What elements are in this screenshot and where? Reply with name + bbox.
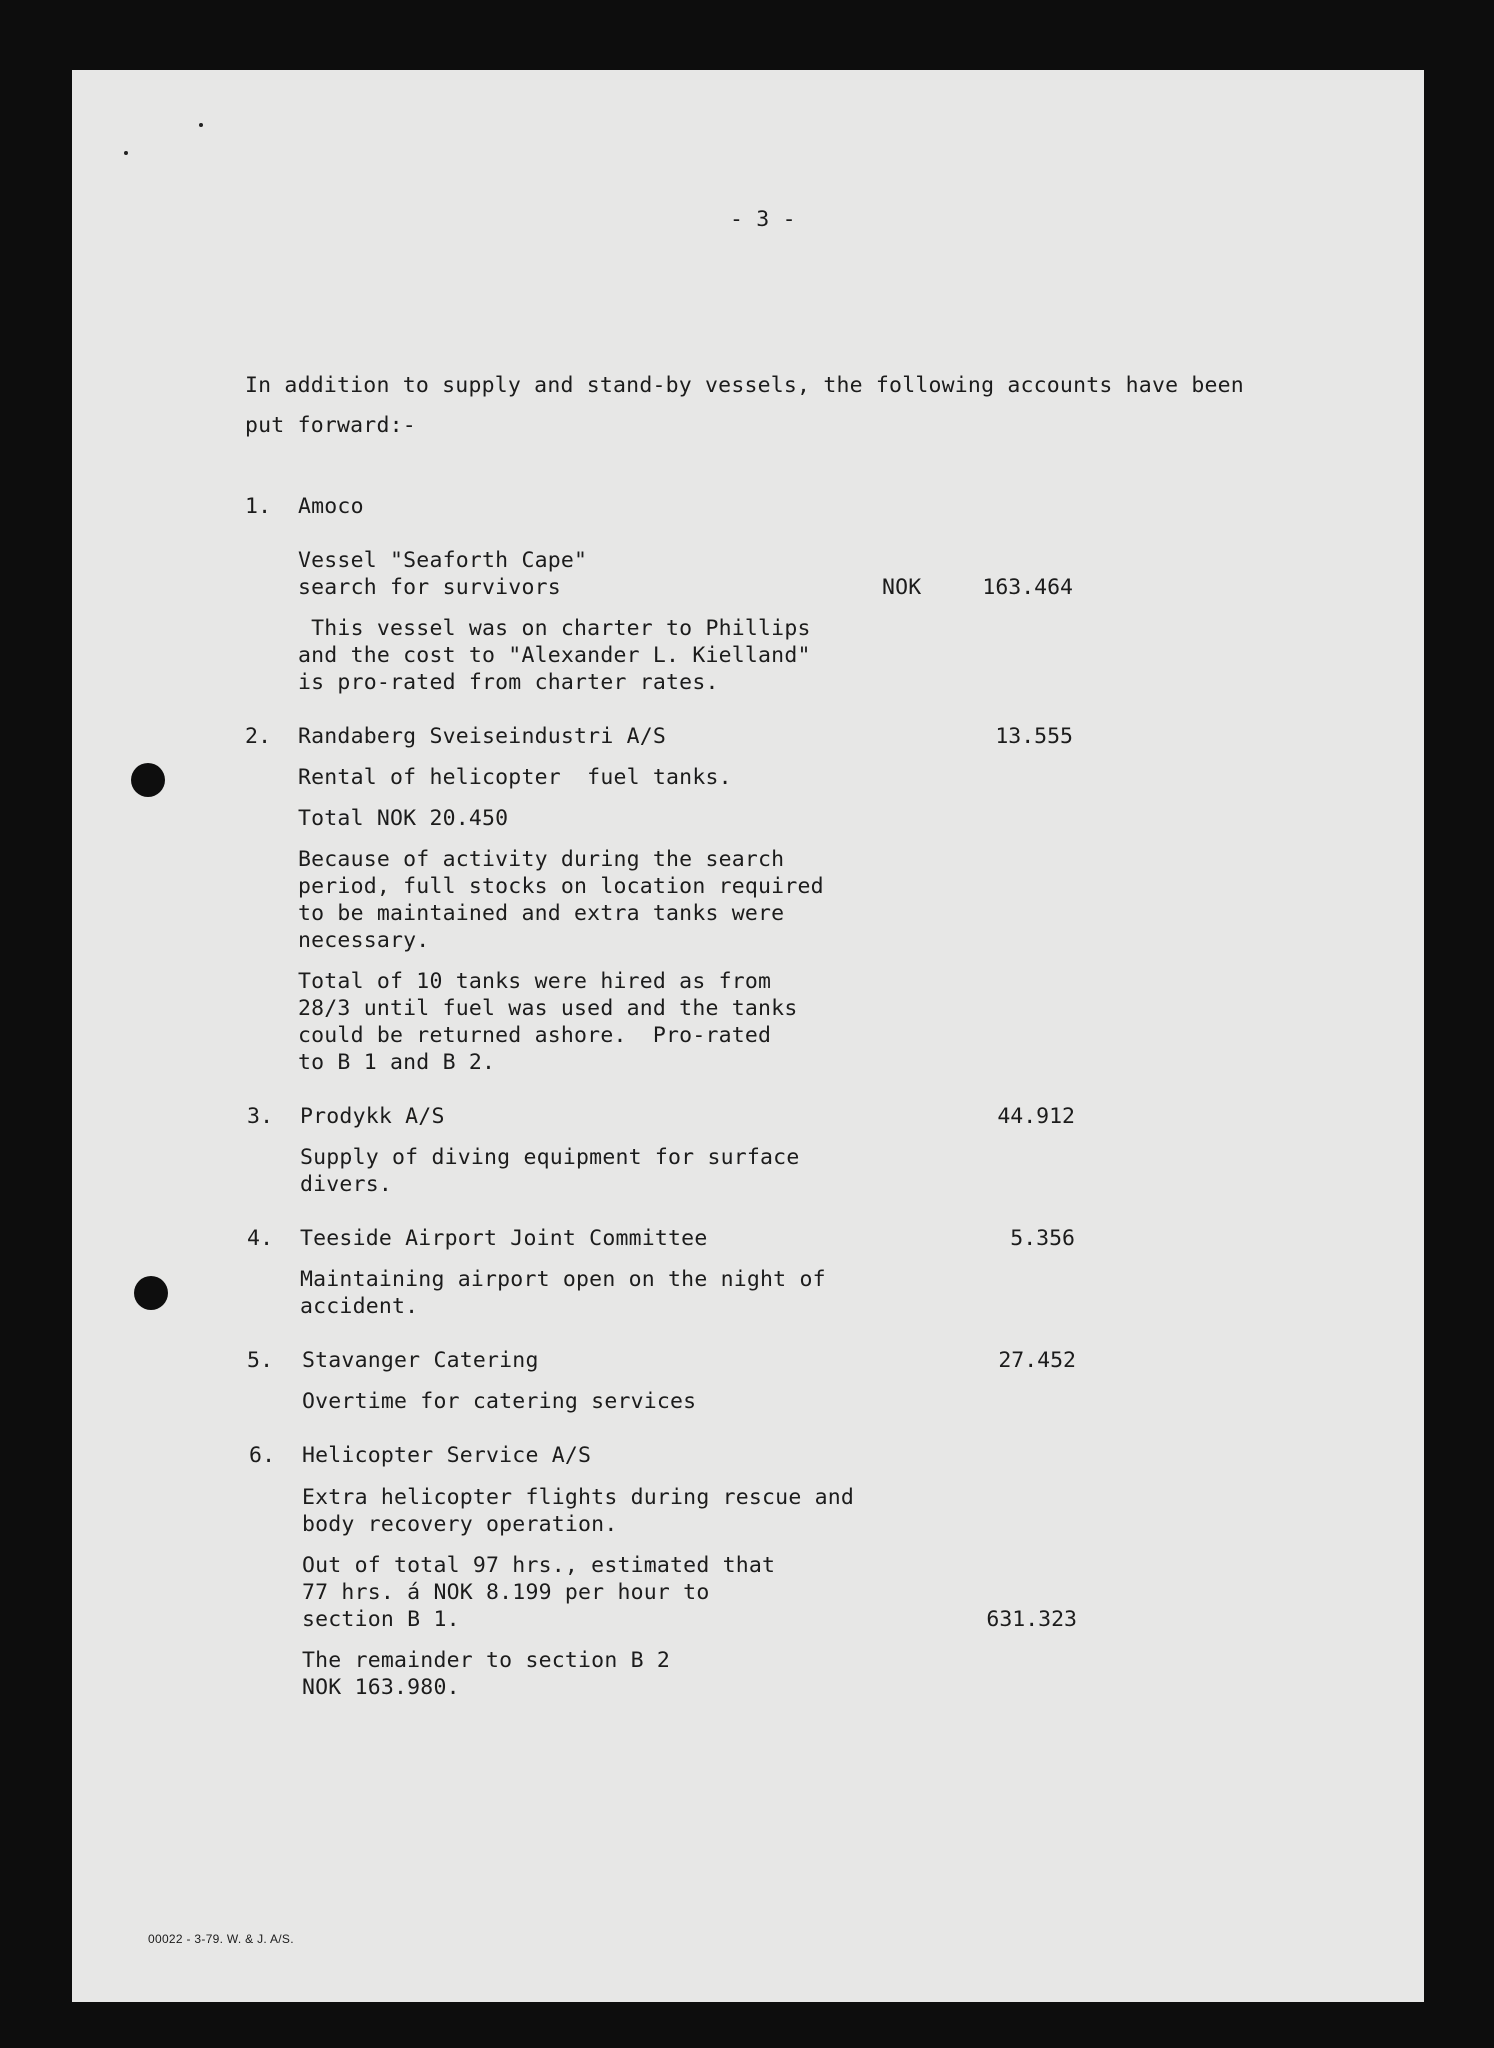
speck-mark xyxy=(199,123,203,127)
item-description-line: and the cost to "Alexander L. Kielland" xyxy=(298,643,811,668)
item-description-line: This vessel was on charter to Phillips xyxy=(298,616,811,641)
item-title: Randaberg Sveiseindustri A/S xyxy=(298,724,667,749)
item-title: Prodykk A/S xyxy=(300,1104,445,1129)
page-number: - 3 - xyxy=(730,207,796,232)
item-number: 2. xyxy=(245,724,272,749)
item-description-line: divers. xyxy=(300,1172,393,1197)
item-description-line: Total NOK 20.450 xyxy=(298,806,509,831)
item-number: 3. xyxy=(247,1104,274,1129)
item-title: Amoco xyxy=(298,494,364,519)
item-description-line: 77 hrs. á NOK 8.199 per hour to xyxy=(302,1580,710,1605)
item-amount: 163.464 xyxy=(982,575,1073,600)
item-description-line: The remainder to section B 2 xyxy=(302,1648,671,1673)
item-description-line: Extra helicopter flights during rescue and xyxy=(302,1485,855,1510)
item-amount: 27.452 xyxy=(998,1348,1076,1373)
item-title: Teeside Airport Joint Committee xyxy=(300,1226,708,1251)
item-currency: NOK xyxy=(882,575,922,600)
intro-line-2: put forward:- xyxy=(245,413,416,438)
item-description-line: Total of 10 tanks were hired as from xyxy=(298,969,772,994)
item-description-line: to be maintained and extra tanks were xyxy=(298,901,785,926)
item-description-line: body recovery operation. xyxy=(302,1512,618,1537)
punch-hole-bottom xyxy=(134,1276,168,1310)
item-description-line: Vessel "Seaforth Cape" xyxy=(298,548,588,573)
item-description-line: section B 1. xyxy=(302,1607,460,1632)
item-amount: 13.555 xyxy=(995,724,1073,749)
item-description-line: Rental of helicopter fuel tanks. xyxy=(298,765,732,790)
item-description-line: Because of activity during the search xyxy=(298,847,785,872)
item-description-line: Supply of diving equipment for surface xyxy=(300,1145,800,1170)
item-amount: 631.323 xyxy=(986,1607,1077,1632)
item-title: Stavanger Catering xyxy=(302,1348,539,1373)
item-description-line: to B 1 and B 2. xyxy=(298,1050,496,1075)
item-description-line: NOK 163.980. xyxy=(302,1675,460,1700)
item-description-line: necessary. xyxy=(298,928,430,953)
item-description-line: Maintaining airport open on the night of xyxy=(300,1267,826,1292)
print-code-footer: 00022 - 3-79. W. & J. A/S. xyxy=(148,1932,294,1946)
item-description-line: Out of total 97 hrs., estimated that xyxy=(302,1553,776,1578)
item-amount: 5.356 xyxy=(1010,1226,1075,1251)
punch-hole-top xyxy=(131,763,165,797)
item-number: 4. xyxy=(247,1226,274,1251)
item-description-line: Overtime for catering services xyxy=(302,1389,697,1414)
item-number: 1. xyxy=(245,494,272,519)
item-amount: 44.912 xyxy=(997,1104,1075,1129)
item-description-line: 28/3 until fuel was used and the tanks xyxy=(298,996,798,1021)
intro-line-1: In addition to supply and stand-by vessels, the following accounts have been xyxy=(245,373,1244,398)
item-number: 5. xyxy=(247,1348,274,1373)
item-description-line: accident. xyxy=(300,1294,419,1319)
item-description-line: could be returned ashore. Pro-rated xyxy=(298,1023,772,1048)
speck-mark xyxy=(124,151,128,155)
item-description-line: period, full stocks on location required xyxy=(298,874,824,899)
item-description-line: is pro-rated from charter rates. xyxy=(298,670,719,695)
item-description-line: search for survivors xyxy=(298,575,561,600)
item-number: 6. xyxy=(249,1443,276,1468)
item-title: Helicopter Service A/S xyxy=(302,1443,592,1468)
